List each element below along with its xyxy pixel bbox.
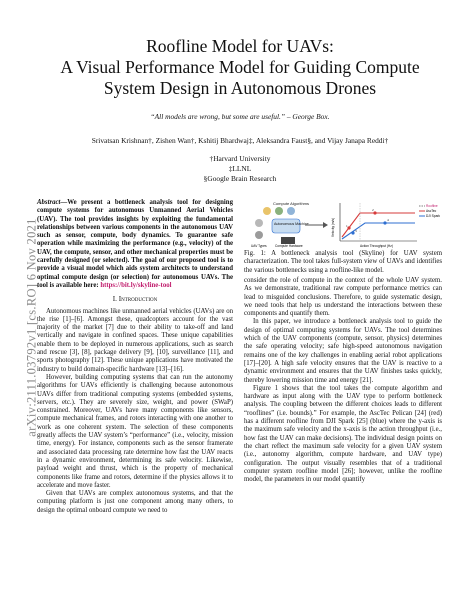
affiliation-harvard: †Harvard University (209, 154, 271, 163)
design-point-2 (373, 211, 376, 214)
uav-icon-2 (255, 231, 263, 239)
right-paragraph-3: Figure 1 shows that the tool takes the compute algorithm and hardware as input along with the UAV type to perform bottleneck analysis. The coupling between the different choices leads to different “rooflines” (i.e. bounds).” For example, the AscTec Pelican [24] (red) has a different roofline from DJI Spark [25] (blue) where the y-axis is the maximum safe velocity and the x-axis is the action throughput (i.e., how fast the UAV can make decisions). The individual design points on the chart reflect the maximum safe velocity for a given UAV system (i.e., autonomy algorithm, compute hardware, and UAV type) configuration. The output visually resembles that of a traditional computer system roofline model [26]; however, unlike the roofline model, the parameters in our model quantify (244, 384, 442, 484)
dji-spark-roofline (342, 223, 415, 239)
caption-lead: Fig. 1: (244, 250, 272, 257)
right-column (244, 277, 442, 484)
x-axis-label: Action Throughput (Hz) (360, 244, 393, 248)
compute-algorithms-panel (251, 201, 328, 248)
y-axis-label: Velocity (m/s) (331, 217, 335, 237)
intro-paragraph-2: However, building computing systems that can run the autonomy algorithms for UAVs efficiently is challenging because autonomous UAVs differ from traditional computing systems (embedded systems, servers, etc.). They are severely size, weight, and power (SWaP) constrained. Moreover, UAVs have many components like sensors, compute mechanical frames, and rotors interacting with one another to work as one coherent system. The selection of these components greatly affects the UAV system’s “performance” (i.e., velocity, mission time, energy). For instance, components such as the sensor framerate and associated data processing rate determine how fast the UAV reacts in a dynamic environment, determining its safe velocity. Likewise, payload weight and thrust, which is the property of mechanical components like frame and rotors, determine if the physics allows it to accelerate and move faster. (37, 373, 233, 489)
section-heading-introduction: I. Introduction (112, 295, 158, 304)
figure-1-caption (244, 250, 442, 275)
author-list: Srivatsan Krishnan†, Zishen Wan†, Kshitij Bhardwaj‡, Aleksandra Faust§, and Vijay Janapa Reddi† (91, 136, 389, 145)
compute-hardware-label: Compute Hardware (275, 244, 303, 248)
marker-3: 3 (355, 229, 357, 233)
uav-icon-1 (255, 219, 263, 227)
algorithm-icon-2 (275, 207, 283, 215)
right-paragraph-1: consider the role of compute in the context of the whole UAV system. As we demonstrate, traditional raw compute performance metrics can lead to misguided conclusions. Therefore, to guide systematic design, we need tools that help us understand the interactions between these components and quantify them. (244, 277, 442, 318)
intro-paragraph-1: Autonomous machines like unmanned aerial vehicles (UAVs) are on the rise [1]–[6]. Amongst these, quadcopters account for the vast majority of the market [7] due to their ability to take-off and land vertically and navigate in confined spaces. These unique capabilities enable them to be deployed in numerous applications, such as search and rescue [3], [8], package delivery [9], [10], surveillance [11], and sports photography [12]. These unique applications have motivated the industry to build domain-specific hardware [13]–[16]. (37, 307, 233, 373)
design-point-1 (347, 226, 350, 229)
marker-4: 4 (387, 218, 389, 222)
arxiv-identifier: arXiv:2111.03792v1 [cs.RO] 6 Nov 2021 (24, 218, 39, 437)
intro-paragraph-3: Given that UAVs are complex autonomous systems, and that the computing platform is just one component among many others, to design the optimal onboard compute we need to (37, 490, 233, 514)
title-line-2: A Visual Performance Model for Guiding Compute (60, 57, 420, 77)
figure-1 (245, 199, 443, 247)
affiliation-google: §Google Brain Research (203, 173, 277, 183)
roofline-chart (331, 203, 440, 248)
left-column (37, 199, 233, 515)
caption-text: A bottleneck analysis tool (Skyline) for UAV system characterization. The tool takes full-system view of UAVs and identifies the various bottlenecks using a roofline-like model. (244, 250, 443, 274)
autonomous-machine-label: Autonomous Machine (274, 222, 309, 226)
affiliations (40, 154, 440, 183)
title-line-3: System Design in Autonomous Drones (103, 78, 377, 98)
abstract (37, 199, 233, 290)
tool-link[interactable]: https://bit.ly/skyline-tool (100, 281, 172, 289)
epigraph-quote: “All models are wrong, but some are useful.” – George Box. (150, 112, 330, 121)
abstract-body: —We present a bottleneck analysis tool for designing compute systems for autonomous Unmanned Aerial Vehicles (UAV). The tool provides insights by exploiting the fundamental relationships between various components in the autonomous UAV such as sensor, compute, body dynamics. To guarantee safe operation while maximizing the performance (e.g., velocity) of the UAV, the compute, sensor, and other mechanical properties must be carefully designed (or selected). The goal of our proposed tool is to provide a visual model which aids system architects to understand optimal compute design (or selection) for autonomous UAVs. The tool is available here: (37, 199, 233, 289)
compute-hardware-chip-icon (281, 237, 295, 244)
flow-arrow-head (323, 222, 328, 228)
abstract-lead: Abstract (37, 199, 61, 206)
algorithm-icon-1 (263, 207, 271, 215)
legend-roofline: Roofline (426, 204, 438, 209)
marker-2: 2 (372, 208, 374, 212)
marker-1: 1 (346, 224, 348, 228)
algorithm-icon-3 (287, 207, 295, 215)
compute-algorithms-label: Compute Algorithms (273, 201, 310, 206)
skyline-diagram (245, 199, 443, 249)
right-paragraph-2: In this paper, we introduce a bottleneck analysis tool to guide the design of optimal computing systems for UAVs. The tool determines which of the UAV components (compute, sensor, physics) determines the safe operating velocity; safe high-speed autonomous navigation remains one of the key challenges in enabling aerial robot applications [17]–[20]. A high safe velocity ensures that the UAV is reactive to a dynamic environment and ensures that the UAV finishes tasks quickly, thereby lowering mission time and energy [21]. (244, 318, 442, 384)
title-line-1: Roofline Model for UAVs: (146, 36, 334, 56)
paper-title (40, 36, 440, 99)
uav-types-label: UAV Types (251, 244, 267, 248)
affiliation-llnl: ‡LLNL (228, 163, 252, 173)
legend-dji-spark: DJI Spark (426, 214, 440, 219)
legend-asctec: AscTec (426, 209, 437, 214)
